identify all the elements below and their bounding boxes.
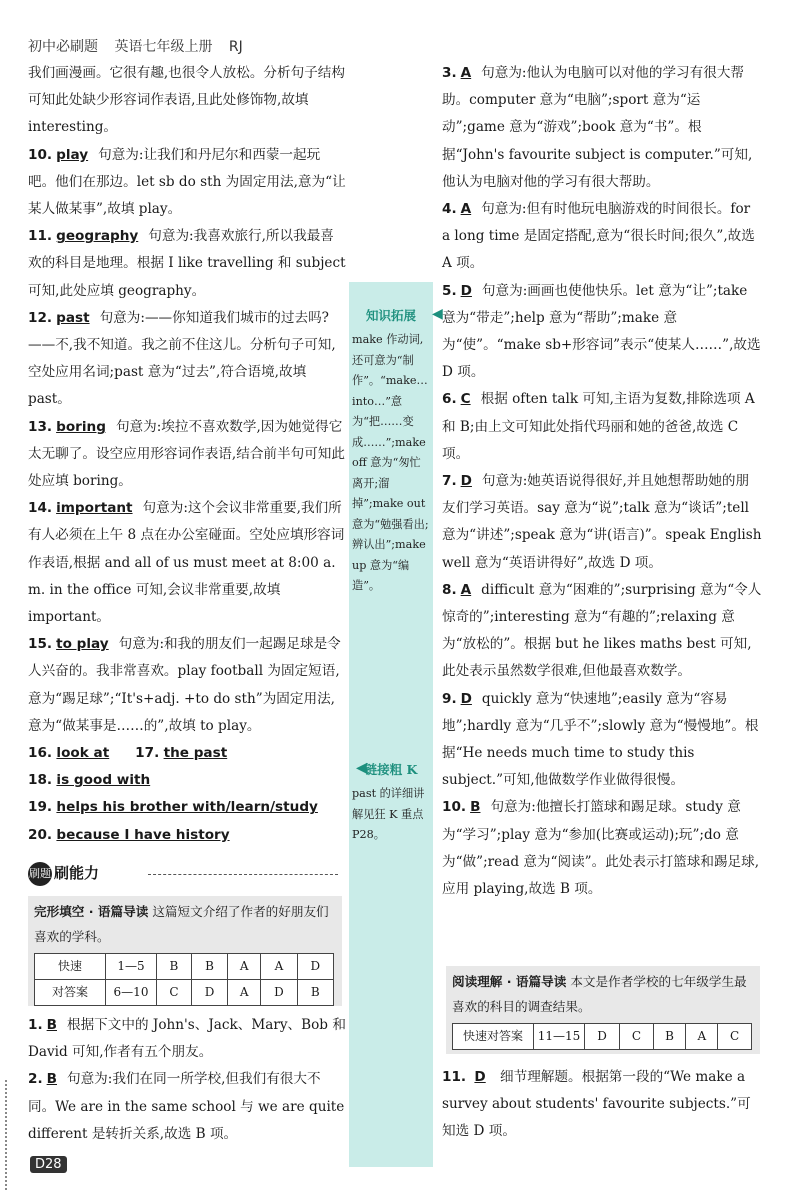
key-label: 对答案 — [35, 980, 106, 1006]
answer-text: D — [460, 282, 472, 299]
answer-cell: A — [261, 954, 297, 980]
answer-text: C — [460, 391, 471, 408]
margin-mark — [5, 1080, 10, 1190]
item-number: 4. — [442, 201, 457, 218]
item-number: 11. — [442, 1069, 467, 1085]
answer-text: B — [470, 799, 481, 816]
sidebar-knowledge-text: make 作动词,还可意为“制作”。“make… into…”意为“把……变成……”;make off 意为“匆忙离开;溜掉”;make out 意为“勉强看出;辨认出”;make up 意为“编造”。 — [352, 333, 429, 592]
skill-label: 刷能力 — [54, 864, 100, 882]
explanation-text: 句意为:——你知道我们城市的过去吗?——不,我不知道。我之前不住这儿。分析句子可知,空处应用名词;past 意为“过去”,符合语境,故填 past。 — [28, 309, 336, 408]
item-number: 19. — [28, 799, 53, 816]
answer-cell: D — [585, 1024, 620, 1050]
answer-cell: D — [191, 980, 227, 1006]
answer-text: D — [460, 473, 472, 490]
reading-guide-box — [446, 966, 760, 1054]
skill-section-heading — [28, 862, 340, 886]
answer-text: to play — [56, 636, 109, 653]
page-header — [28, 36, 255, 56]
answer-text: geography — [56, 228, 139, 245]
answer-text: D — [460, 690, 472, 707]
explanation-text: 句意为:和我的朋友们一起踢足球是令人兴奋的。我非常喜欢。play football 为固定短语,意为“踢足球”;“It's+adj. +to do sth”为固定用法,意为“做某事是……的”,故填 to play。 — [28, 636, 341, 734]
right-answer-list — [442, 60, 762, 903]
item-number: 12. — [28, 309, 53, 326]
sidebar-heading-knowledge: 知识拓展 — [365, 308, 416, 323]
explanation-text: 细节理解题。根据第一段的“We make a survey about students' favourite subjects.”可知选 D 项。 — [442, 1069, 751, 1140]
item-number: 7. — [442, 473, 457, 490]
explanation-text: 句意为:我喜欢旅行,所以我最喜欢的科目是地理。根据 I like travelling 和 subject 可知,此处应填 geography。 — [28, 228, 346, 299]
answer-item — [442, 386, 762, 468]
explanation-text: 句意为:他擅长打篮球和踢足球。study 意为“学习”;play 意为“参加(比赛或运动);玩”;do 意为“做”;read 意为“阅读”。此处表示打篮球和踢足球,应用 playing,故选 B 项。 — [442, 799, 760, 898]
answer-item — [442, 794, 762, 903]
series-title: 初中必刷题 — [28, 39, 98, 55]
explanation-text: 根据 often talk 可知,主语为复数,排除选项 A 和 B;由上文可知此处指代玛丽和她的爸爸,故选 C 项。 — [442, 391, 755, 462]
edition-label: RJ — [228, 39, 243, 55]
item-number: 10. — [28, 146, 53, 163]
explanation-text: 句意为:他认为电脑可以对他的学习有很大帮助。computer 意为“电脑”;sport 意为“运动”;game 意为“游戏”;book 意为“书”。根据“John's favourite subject is computer.”可知,他认为电脑对他的学习有很大帮助。 — [442, 65, 753, 190]
explanation-text: quickly 意为“快速地”;easily 意为“容易地”;hardly 意为“几乎不”;slowly 意为“慢慢地”。根据“He needs much time to study this subject.”可知,他做数学作业做得很慢。 — [442, 690, 759, 789]
answer-text: play — [56, 146, 89, 163]
page-number: D28 — [30, 1156, 67, 1173]
item-number: 3. — [442, 65, 457, 81]
answer-cell: A — [228, 954, 261, 980]
answer-item — [28, 631, 346, 740]
answer-cell: D — [261, 980, 297, 1006]
answer-text: past — [56, 309, 90, 326]
answer-item — [442, 686, 762, 795]
cloze-guide-text — [34, 899, 336, 949]
divider — [148, 874, 338, 875]
answer-text: helps his brother with/learn/study — [56, 799, 318, 816]
answer-item — [442, 60, 762, 196]
range-cell: 11—15 — [534, 1024, 585, 1050]
answer-item — [28, 223, 346, 305]
item-number: 18. — [28, 772, 53, 789]
key-label: 快速 — [35, 954, 106, 980]
reading-guide-title: 阅读理解 · 语篇导读 — [452, 974, 567, 989]
left-bottom-list — [28, 1012, 346, 1148]
range-cell: 6—10 — [106, 980, 157, 1006]
answer-text: A — [460, 581, 472, 598]
answer-text: is good with — [56, 772, 151, 789]
answer-text: because I have history — [56, 826, 230, 843]
answer-item — [28, 305, 346, 414]
explanation-text: difficult 意为“困难的”;surprising 意为“令人惊奇的”;interesting 意为“有趣的”;relaxing 意为“放松的”。根据 but he likes maths best 可知,此处表示虽然数学很难,但他最喜欢数学。 — [442, 581, 762, 680]
reading-answer-table — [452, 1023, 752, 1050]
answer-cell: B — [297, 980, 333, 1006]
answer-cell: B — [157, 954, 192, 980]
answer-cell: C — [620, 1024, 654, 1050]
answer-item — [442, 1064, 762, 1146]
answer-text: boring — [56, 418, 106, 435]
item-number: 2. — [28, 1071, 43, 1088]
arrow-link-icon: ◀ — [356, 760, 367, 776]
answer-text: B — [46, 1071, 57, 1088]
answer-item — [442, 196, 762, 278]
answer-item — [442, 278, 762, 387]
answer-cell: C — [157, 980, 192, 1006]
answer-cell: B — [653, 1024, 686, 1050]
explanation-text: 句意为:我们在同一所学校,但我们有很大不同。We are in the same school 与 we are quite different 是转折关系,故选 B 项。 — [28, 1071, 345, 1142]
item-number: 20. — [28, 826, 53, 843]
answer-text: important — [56, 500, 133, 517]
explanation-text: 句意为:但有时他玩电脑游戏的时间很长。for a long time 是固定搭配,意为“很长时间;很久”,故选 A 项。 — [442, 201, 755, 272]
item-number: 9. — [442, 690, 457, 707]
explanation-text: 句意为:画画也使他快乐。let 意为“让”;take 意为“带走”;help 意为“帮助”;make 意为“使”。“make sb+形容词”表示“使某人……”,故选 D 项。 — [442, 282, 761, 381]
answer-item-16 — [28, 740, 346, 767]
reading-guide-text — [452, 969, 754, 1019]
answer-cell: A — [686, 1024, 718, 1050]
explanation-text: 句意为:让我们和丹尼尔和西蒙一起玩吧。他们在那边。let sb do sth 为固定用法,意为“让某人做某事”,故填 play。 — [28, 146, 346, 218]
answer-item — [28, 414, 346, 496]
answer-cell: B — [191, 954, 227, 980]
item-number: 1. — [28, 1017, 43, 1033]
cloze-answer-table — [34, 953, 334, 1006]
answer-item-19 — [28, 794, 346, 821]
answer-text: B — [46, 1017, 57, 1033]
answer-item — [28, 1012, 346, 1066]
answer-text: A — [460, 201, 472, 218]
item-number: 14. — [28, 500, 53, 517]
item-number: 13. — [28, 418, 53, 435]
short-answer-list — [28, 740, 346, 849]
answer-item-18 — [28, 767, 346, 794]
sidebar-heading-link: 链接粗 K — [364, 762, 418, 777]
right-bottom-item — [442, 1064, 762, 1146]
answer-text: the past — [163, 745, 228, 762]
left-answer-list — [28, 142, 346, 740]
cloze-summary: 这篇短文介绍了作者的好朋友们喜欢的学科。 — [34, 904, 329, 944]
answer-text: A — [460, 65, 472, 81]
explanation-text: 句意为:这个会议非常重要,我们所有人必须在上午 8 点在办公室碰面。空处应填形容词作表语,根据 and all of us must meet at 8:00 a. m. in the office 可知,会议非常重要,故填 important。 — [28, 500, 345, 626]
cloze-guide-box — [28, 896, 342, 1006]
answer-cell: A — [228, 980, 261, 1006]
sidebar-link-text: past 的详细讲解见狂 K 重点 P28。 — [352, 787, 425, 841]
item-number: 6. — [442, 391, 457, 408]
item-number: 16. — [28, 745, 53, 762]
key-label: 快速对答案 — [453, 1024, 534, 1050]
intro-text: 我们画漫画。它很有趣,也很令人放松。分析句子结构可知此处缺少形容词作表语,且此处修饰物,故填 interesting。 — [28, 65, 345, 136]
left-column — [28, 60, 346, 849]
answer-cell: C — [718, 1024, 752, 1050]
cloze-guide-title: 完形填空 · 语篇导读 — [34, 904, 149, 919]
item-number: 17. — [135, 745, 160, 762]
answer-item — [28, 495, 346, 631]
answer-cell: D — [297, 954, 333, 980]
answer-item — [28, 1066, 346, 1148]
reading-summary: 本文是作者学校的七年级学生最喜欢的科目的调查结果。 — [452, 974, 747, 1014]
arrow-left-icon: ◀ — [432, 306, 443, 322]
explanation-text: 句意为:她英语说得很好,并且她想帮助她的朋友们学习英语。say 意为“说”;talk 意为“谈话”;tell 意为“讲述”;speak 意为“讲(语言)”。speak English well 意为“英语讲得好”,故选 D 项。 — [442, 473, 762, 571]
subject-title: 英语七年级上册 — [114, 39, 213, 55]
explanation-text: 句意为:埃拉不喜欢数学,因为她觉得它太无聊了。设空应用形容词作表语,结合前半句可知此处应填 boring。 — [28, 418, 345, 490]
skill-badge: 刷题 — [28, 862, 52, 886]
answer-item — [442, 577, 762, 686]
answer-text: look at — [56, 745, 110, 762]
answer-text: D — [474, 1069, 486, 1085]
item-number: 10. — [442, 799, 467, 816]
item-number: 8. — [442, 581, 457, 598]
range-cell: 1—5 — [106, 954, 157, 980]
item-number: 5. — [442, 282, 457, 299]
answer-item — [442, 468, 762, 577]
item-number: 15. — [28, 636, 53, 653]
explanation-text: 根据下文中的 John's、Jack、Mary、Bob 和 David 可知,作者有五个朋友。 — [28, 1017, 346, 1061]
answer-item-20 — [28, 822, 346, 849]
item-number: 11. — [28, 228, 53, 245]
answer-item — [28, 142, 346, 224]
